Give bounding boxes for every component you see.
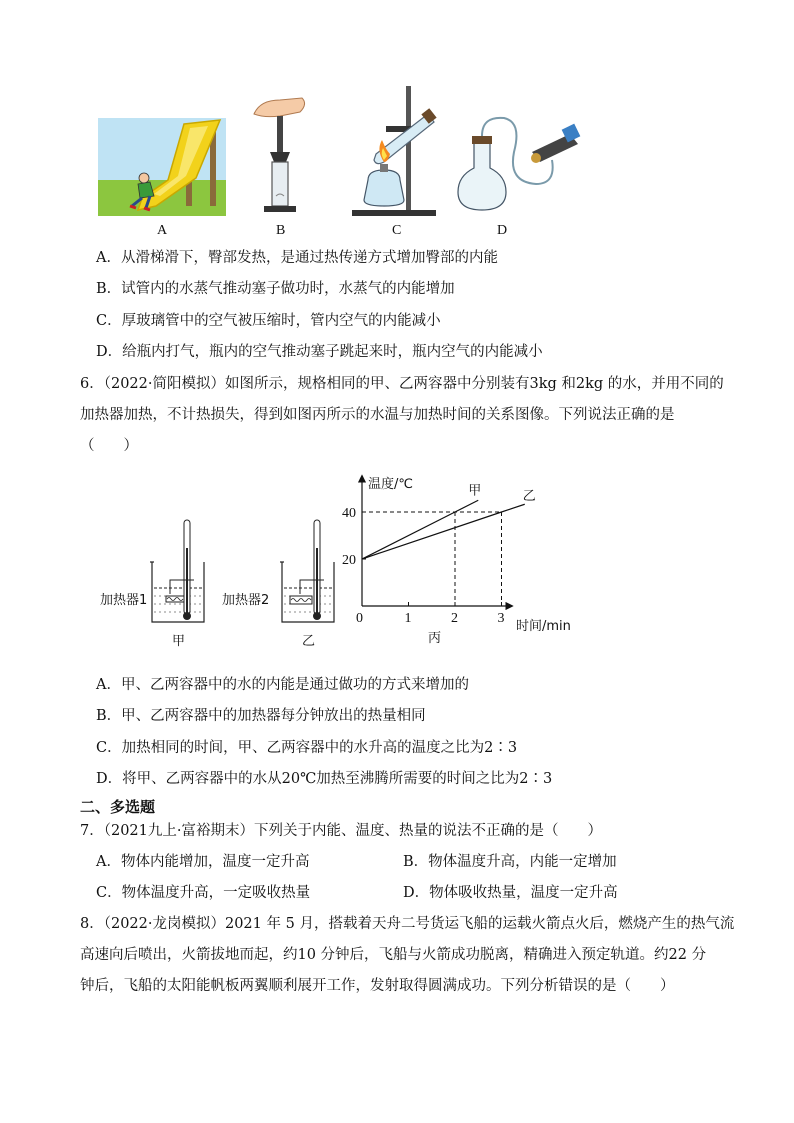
beaker-yi-figure	[278, 518, 340, 626]
x-tick-label: 1	[404, 611, 412, 626]
heater-2-label: 加热器2	[222, 593, 270, 608]
q6-option-a: A．甲、乙两容器中的水的内能是通过做功的方式来增加的	[96, 677, 469, 693]
section-title-multi-choice: 二、多选题	[80, 798, 156, 816]
q7-stem: 7．（2021九上·富裕期末）下列关于内能、温度、热量的说法不正确的是（ ）	[80, 823, 602, 839]
figure-d-flask-pump	[452, 112, 582, 216]
q7-option-c: C．物体温度升高，一定吸收热量	[96, 885, 311, 901]
q7-option-a: A．物体内能增加，温度一定升高	[96, 854, 310, 870]
q8-stem-line2: 高速向后喷出，火箭拔地而起，约10 分钟后，飞船与火箭成功脱离，精确进入预定轨道。约22 分	[80, 947, 707, 963]
beaker-jia-figure	[148, 518, 210, 626]
q6-stem-line1: 6．（2022·简阳模拟）如图所示，规格相同的甲、乙两容器中分别装有3kg 和2kg 的水，并用不同的	[80, 376, 724, 392]
x-tick-label: 0	[356, 611, 363, 626]
series-label-jia: 甲	[468, 483, 482, 499]
x-tick-label: 2	[451, 611, 458, 626]
y-tick-label: 20	[342, 553, 356, 568]
figure-label-d: D	[497, 223, 508, 238]
figure-label-c: C	[392, 223, 402, 238]
q6-stem-line2: 加热器加热，不计热损失，得到如图丙所示的水温与加热时间的关系图像。下列说法正确的是	[80, 407, 675, 423]
q6-option-b: B．甲、乙两容器中的加热器每分钟放出的热量相同	[96, 708, 426, 724]
y-tick-label: 40	[342, 506, 356, 521]
q8-stem-line3: 钟后，飞船的太阳能帆板两翼顺利展开工作，发射取得圆满成功。下列分析错误的是（ ）	[80, 978, 675, 994]
q5-option-c: C．厚玻璃管中的空气被压缩时，管内空气的内能减小	[96, 313, 441, 329]
figure-label-b: B	[276, 223, 286, 238]
q7-option-d: D．物体吸收热量，温度一定升高	[403, 885, 618, 901]
figure-a-slide	[98, 118, 226, 216]
figure-label-a: A	[157, 223, 168, 238]
q5-option-a: A．从滑梯滑下，臀部发热，是通过热传递方式增加臀部的内能	[96, 250, 498, 266]
figure-c-test-tube	[346, 84, 442, 218]
beaker-yi-label: 乙	[302, 634, 316, 649]
figure-b-compression-tube	[250, 92, 310, 216]
series-label-yi: 乙	[522, 489, 536, 505]
q8-stem-line1: 8．（2022·龙岗模拟）2021 年 5 月，搭载着天舟二号货运飞船的运载火箭点火后，燃烧产生的热气流	[80, 916, 735, 932]
beaker-jia-label: 甲	[172, 634, 186, 649]
graph-name-label: 丙	[428, 631, 442, 646]
x-tick-label: 3	[497, 611, 505, 626]
q6-option-c: C．加热相同的时间，甲、乙两容器中的水升高的温度之比为2∶3	[96, 740, 518, 756]
y-axis-label: 温度/℃	[368, 477, 413, 492]
series-line-jia	[362, 500, 478, 559]
q7-option-b: B．物体温度升高，内能一定增加	[403, 854, 617, 870]
q5-option-b: B．试管内的水蒸气推动塞子做功时，水蒸气的内能增加	[96, 281, 455, 297]
q5-option-d: D．给瓶内打气，瓶内的空气推动塞子跳起来时，瓶内空气的内能减小	[96, 344, 543, 360]
q6-stem-line3: （ ）	[80, 438, 138, 454]
heater-1-label: 加热器1	[100, 593, 148, 608]
x-axis-label: 时间/min	[516, 619, 571, 634]
temperature-time-chart	[340, 468, 590, 648]
q6-option-d: D．将甲、乙两容器中的水从20℃加热至沸腾所需要的时间之比为2∶3	[96, 771, 553, 787]
